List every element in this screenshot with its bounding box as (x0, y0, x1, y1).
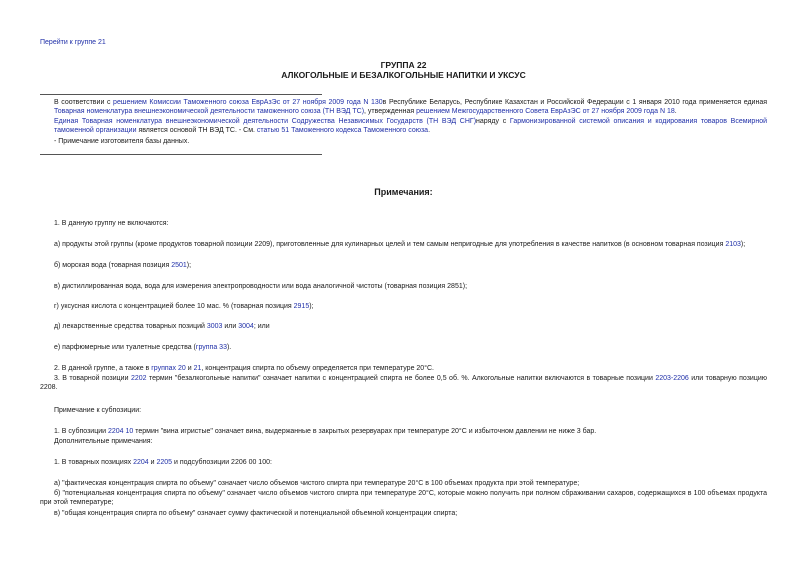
notes-heading: Примечания: (374, 187, 433, 197)
note-1v: в) дистиллированная вода, вода для измерения электропроводности или вода аналогичной чистоты (товарная позиция 2851); (54, 283, 468, 290)
subheading-2204-10-link[interactable]: 2204 10 (107, 428, 134, 435)
additional-note-1c: в) "общая концентрация спирта по объему" означает сумму фактической и потенциальной объемной концентрации спирта; (54, 510, 458, 517)
subnote-heading: Примечание к субпозиции: (54, 407, 142, 414)
note-1e: е) парфюмерные или туалетные средства (группа 33). (54, 344, 232, 351)
group-33-link[interactable]: группа 33 (195, 344, 227, 351)
heading-2501-link[interactable]: 2501 (171, 262, 187, 269)
additional-notes-heading: Дополнительные примечания: (54, 438, 153, 445)
preamble-paragraph-1: В соответствии с решением Комиссии Таможенного союза ЕврАзЭс от 27 ноября 2009 года N 130в Республике Беларусь, Республике Казахстан и Российской Федерации с 1 января 2010 года применяется единая Товарная номенклатура внешнеэкономической деятельности таможенного союза (ТН ВЭД ТС), утвержденная решением Межгосударственного Совета ЕврАзЭС от 27 ноября 2009 года N 18. (54, 99, 768, 115)
note-1: 1. В данную группу не включаются: (54, 220, 169, 227)
heading-2915-link[interactable]: 2915 (293, 303, 310, 310)
heading-2202-link[interactable]: 2202 (130, 375, 147, 382)
note-1g: г) уксусная кислота с концентрацией более 10 мас. % (товарная позиция 2915); (54, 303, 314, 310)
preamble-editor-note: - Примечание изготовителя базы данных. (54, 138, 190, 145)
heading-2204-link[interactable]: 2204 (133, 459, 149, 466)
harmonized-system-link[interactable]: Гармонизированной системой описания и кодирования товаров Всемирной таможенной организации (54, 118, 767, 134)
heading-3003-link[interactable]: 3003 (206, 323, 223, 330)
customs-code-article-link[interactable]: статью 51 Таможенного кодекса Таможенного союза (256, 127, 429, 134)
preamble-bottom-rule (40, 154, 322, 155)
heading-2205-link[interactable]: 2205 (156, 459, 173, 466)
group-21-link[interactable]: 21 (193, 365, 202, 372)
note-1a: а) продукты этой группы (кроме продуктов товарной позиции 2209), приготовленные для кулинарных целей и тем самым непригодные для употребления в качестве напитков (в основном товарная позиция 2103); (54, 241, 746, 248)
heading-3004-link[interactable]: 3004 (238, 323, 254, 330)
headings-2203-2206-link[interactable]: 2203-2206 (655, 375, 689, 382)
additional-note-1a: а) "фактическая концентрация спирта по объему" означает число объемов чистого спирта при температуре 20°С в 100 объемах продукта при этой температуре; (54, 480, 580, 487)
council-decision-link[interactable]: решением Межгосударственного Совета ЕврАзЭС от 27 ноября 2009 года N 18 (416, 108, 675, 115)
tnved-ts-link[interactable]: Товарная номенклатура внешнеэкономической деятельности таможенного союза (ТН ВЭД ТС) (54, 108, 365, 115)
page-title: АЛКОГОЛЬНЫЕ И БЕЗАЛКОГОЛЬНЫЕ НАПИТКИ И УКСУС (281, 70, 526, 80)
note-1d: д) лекарственные средства товарных позиций 3003 или 3004; или (54, 323, 270, 330)
additional-note-1b: б) "потенциальная концентрация спирта по объему" означает число объемов чистого спирта при температуре 20°С, которые можно получить при полном сбраживании сахаров, содержащихся в 100 объемах продукта при этой температуре; (40, 490, 767, 506)
heading-2103-link[interactable]: 2103 (725, 241, 741, 248)
preamble-paragraph-2: Единая Товарная номенклатура внешнеэкономической деятельности Содружества Независимых Государств (ТН ВЭД СНГ)наряду с Гармонизированной системой описания и кодирования товаров Всемирной таможенной организации является основой ТН ВЭД ТС. - См. статью 51 Таможенного кодекса Таможенного союза. (54, 118, 767, 134)
prev-group-link[interactable]: Перейти к группе 21 (40, 39, 106, 46)
additional-note-1: 1. В товарных позициях 2204 и 2205 и подсубпозиции 2206 00 100: (54, 459, 272, 466)
tnved-sng-link[interactable]: Единая Товарная номенклатура внешнеэкономической деятельности Содружества Независимых Государств (ТН ВЭД СНГ) (54, 118, 477, 125)
subnote-1: 1. В субпозиции 2204 10 термин "вина игристые" означает вина, выдержанные в закрытых резервуарах при температуре 20°С и избыточном давлении не ниже 3 бар. (54, 428, 597, 435)
note-1b: б) морская вода (товарная позиция 2501); (54, 262, 192, 269)
group-20-link[interactable]: группах 20 (151, 365, 186, 372)
note-2: 2. В данной группе, а также в группах 20 и 21, концентрация спирта по объему определяется при температуре 20°С. (54, 365, 434, 372)
note-3: 3. В товарной позиции 2202 термин "безалкогольные напитки" означает напитки с концентрацией спирта не более 0,5 об. %. Алкогольные напитки включаются в товарные позиции 2203-2206 или товарную позицию 2208. (40, 375, 767, 391)
group-number: ГРУППА 22 (380, 60, 427, 70)
commission-decision-link[interactable]: решением Комиссии Таможенного союза ЕврАзЭс от 27 ноября 2009 года N 130 (113, 99, 383, 106)
preamble-top-rule (40, 94, 322, 95)
